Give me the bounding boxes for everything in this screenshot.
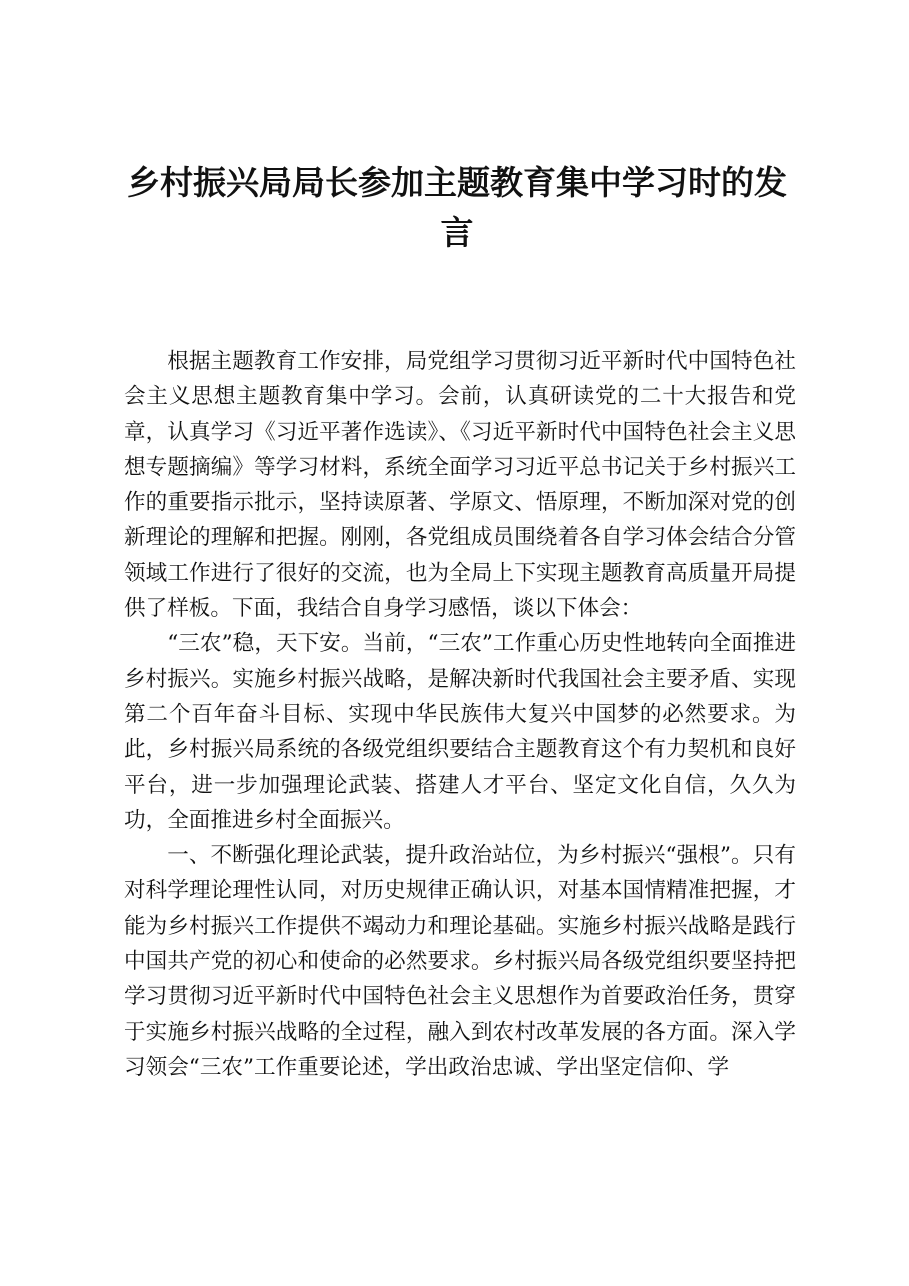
paragraph-sannong: “三农”稳，天下安。当前，“三农”工作重心历史性地转向全面推进乡村振兴。实施乡村振兴战略，是解决新时代我国社会主要矛盾、实现第二个百年奋斗目标、实现中华民族伟大复兴中国梦的必然要求。为此，乡村振兴局系统的各级党组织要结合主题教育这个有力契机和良好平台，进一步加强理论武装、搭建人才平台、坚定文化自信，久久为功，全面推进乡村全面振兴。 [124,631,796,833]
paragraph-section-one: 一、不断强化理论武装，提升政治站位，为乡村振兴“强根”。只有对科学理论理性认同，对历史规律正确认识，对基本国情精准把握，才能为乡村振兴工作提供不竭动力和理论基础。实施乡村振兴战略是践行中国共产党的初心和使命的必然要求。乡村振兴局各级党组织要坚持把学习贯彻习近平新时代中国特色社会主义思想作为首要政治任务，贯穿于实施乡村振兴战略的全过程，融入到农村改革发展的各方面。深入学习领会“三农”工作重要论述，学出政治忠诚、学出坚定信仰、学 [124,843,796,1080]
document-body [124,344,796,1085]
paragraph-intro: 根据主题教育工作安排，局党组学习贯彻习近平新时代中国特色社会主义思想主题教育集中学习。会前，认真研读党的二十大报告和党章，认真学习《习近平著作选读》、《习近平新时代中国特色社会主义思想专题摘编》等学习材料，系统全面学习习近平总书记关于乡村振兴工作的重要指示批示，坚持读原著、学原文、悟原理，不断加深对党的创新理论的理解和把握。刚刚，各党组成员围绕着各自学习体会结合分管领域工作进行了很好的交流，也为全局上下实现主题教育高质量开局提供了样板。下面，我结合自身学习感悟，谈以下体会： [124,349,796,622]
document-title: 乡村振兴局局长参加主题教育集中学习时的发言 [127,163,787,252]
